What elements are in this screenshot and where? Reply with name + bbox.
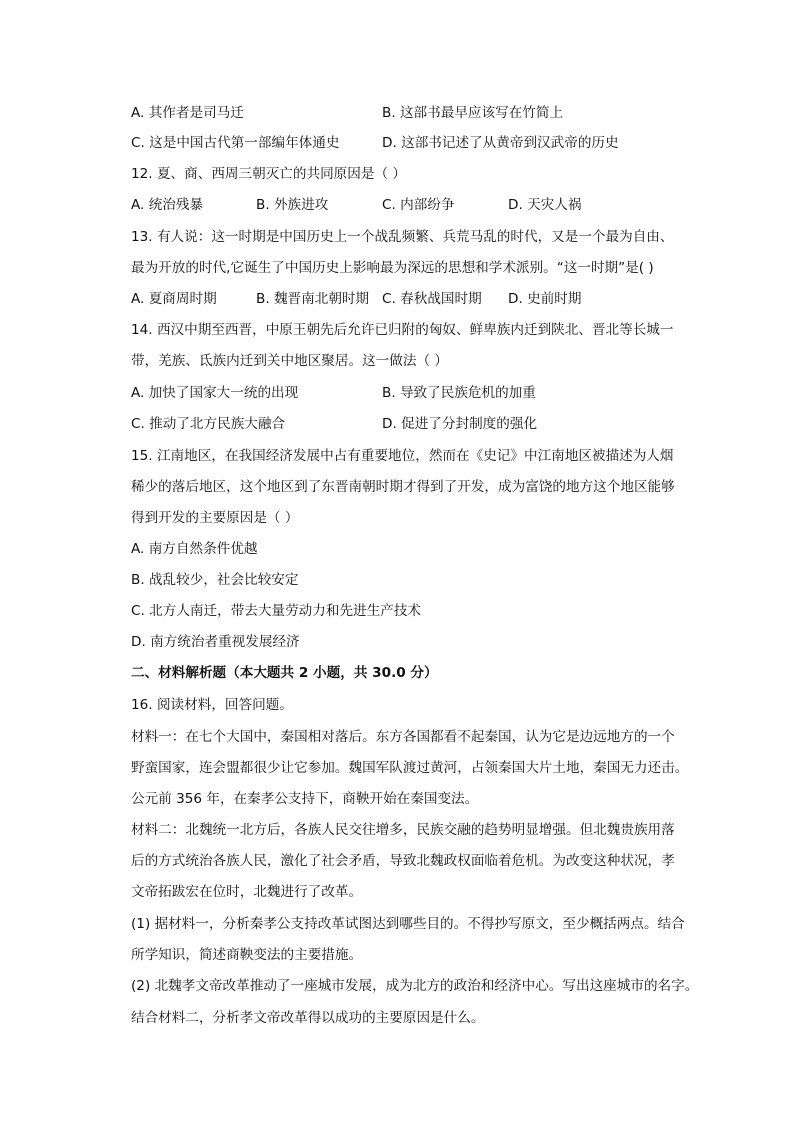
q12-option-d: D. 天灾人祸 [508, 197, 582, 213]
q14-stem-line-1: 14. 西汉中期至西晋，中原王朝先后允许已归附的匈奴、鲜卑族内迁到陕北、晋北等长城一 [131, 322, 674, 338]
q11-option-d: D. 这部书记述了从黄帝到汉武帝的历史 [382, 135, 619, 151]
q15-option-a: A. 南方自然条件优越 [131, 541, 258, 557]
q12-stem: 12. 夏、商、西周三朝灭亡的共同原因是（ ） [131, 166, 406, 182]
q16-material-2-line-1: 材料二：北魏统一北方后，各族人民交往增多，民族交融的趋势明显增强。但北魏贵族用落 [131, 822, 675, 838]
q16-material-2-line-3: 文帝拓跋宏在位时，北魏进行了改革。 [131, 884, 363, 900]
section-heading: 二、材料解析题（本大题共 2 小题，共 30.0 分） [131, 665, 438, 681]
q13-option-b: B. 魏晋南北朝时期 [256, 291, 370, 307]
q15-option-b: B. 战乱较少，社会比较安定 [131, 572, 299, 588]
q16-part-2-line-1: (2) 北魏孝文帝改革推动了一座城市发展，成为北方的政治和经济中心。写出这座城市的名字。 [131, 978, 699, 994]
q14-option-b: B. 导致了民族危机的加重 [382, 385, 536, 401]
q16-material-1-line-3: 公元前 356 年，在秦孝公支持下，商鞅开始在秦国变法。 [131, 791, 479, 807]
q12-option-a: A. 统治残暴 [131, 197, 204, 213]
q16-stem: 16. 阅读材料，回答问题。 [131, 697, 293, 713]
q11-option-c: C. 这是中国古代第一部编年体通史 [131, 135, 340, 151]
q16-material-2-line-2: 后的方式统治各族人民，激化了社会矛盾，导致北魏政权面临着危机。为改变这种状况，孝 [131, 853, 675, 869]
q15-option-d: D. 南方统治者重视发展经济 [131, 634, 300, 650]
q11-option-a: A. 其作者是司马迁 [131, 105, 244, 121]
q15-stem-line-3: 得到开发的主要原因是（ ） [131, 510, 299, 526]
q16-part-1-line-1: (1) 据材料一，分析秦孝公支持改革试图达到哪些目的。不得抄写原文，至少概括两点。结合 [131, 916, 685, 932]
q15-stem-line-1: 15. 江南地区，在我国经济发展中占有重要地位，然而在《史记》中江南地区被描述为人烟 [131, 448, 674, 464]
q13-option-c: C. 春秋战国时期 [382, 291, 482, 307]
q12-option-b: B. 外族进攻 [256, 197, 329, 213]
q16-material-1-line-1: 材料一：在七个大国中，秦国相对落后。东方各国都看不起秦国，认为它是边远地方的一个 [131, 729, 675, 745]
q11-option-b: B. 这部书最早应该写在竹简上 [382, 105, 564, 121]
q12-option-c: C. 内部纷争 [382, 197, 455, 213]
q13-stem-line-1: 13. 有人说：这一时期是中国历史上一个战乱频繁、兵荒马乱的时代，又是一个最为自由、 [131, 229, 674, 245]
q16-part-2-line-2: 结合材料二，分析孝文帝改革得以成功的主要原因是什么。 [131, 1010, 485, 1026]
q14-option-c: C. 推动了北方民族大融合 [131, 416, 286, 432]
q14-option-a: A. 加快了国家大一统的出现 [131, 385, 299, 401]
q14-option-d: D. 促进了分封制度的强化 [382, 416, 538, 432]
q15-option-c: C. 北方人南迁，带去大量劳动力和先进生产技术 [131, 603, 422, 619]
q16-material-1-line-2: 野蛮国家，连会盟都很少让它参加。魏国军队渡过黄河，占领秦国大片土地，秦国无力还击。 [131, 760, 689, 776]
q16-part-1-line-2: 所学知识，简述商鞅变法的主要措施。 [131, 947, 363, 963]
q14-stem-line-2: 带，羌族、氐族内迁到关中地区聚居。这一做法（ ） [131, 353, 448, 369]
q15-stem-line-2: 稀少的落后地区，这个地区到了东晋南朝时期才得到了开发，成为富饶的地方这个地区能够 [131, 479, 675, 495]
q13-stem-line-2: 最为开放的时代,它诞生了中国历史上影响最为深远的思想和学术派别。“这一时期”是( ) [131, 260, 654, 276]
q13-option-a: A. 夏商周时期 [131, 291, 217, 307]
q13-option-d: D. 史前时期 [508, 291, 582, 307]
